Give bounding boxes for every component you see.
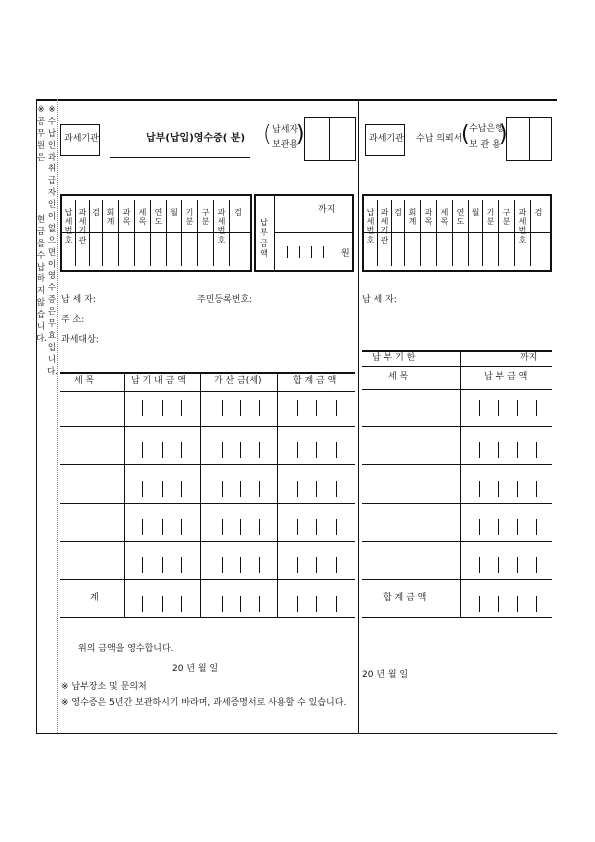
right-code-header: 과세기관 xyxy=(378,200,392,266)
right-code-header: 구분 xyxy=(499,200,515,266)
left-th-item: 세 목 xyxy=(74,376,95,386)
left-table-row-line xyxy=(60,426,355,427)
left-amount-tick xyxy=(240,519,241,535)
left-amount-tick xyxy=(142,442,143,458)
right-amount-tick xyxy=(479,481,480,497)
right-table-row-line xyxy=(362,503,552,504)
right-amount-tick xyxy=(536,400,537,416)
right-due-split xyxy=(460,350,461,366)
left-code-header: 회계 xyxy=(103,200,119,266)
left-table-bottom xyxy=(60,617,355,618)
right-amount-tick xyxy=(498,596,499,612)
left-keep-label-2: 보관용 xyxy=(272,140,299,150)
left-table-top xyxy=(60,372,355,374)
left-amount-tick xyxy=(142,519,143,535)
left-amount-tick xyxy=(142,400,143,416)
right-until: 까지 xyxy=(520,353,538,363)
left-amount-tick xyxy=(336,596,337,612)
left-amount-tick xyxy=(222,519,223,535)
left-th-amount: 납 기 내 금 액 xyxy=(131,376,186,386)
right-table-row-line xyxy=(362,426,552,427)
left-tax-object: 과세대상: xyxy=(61,335,99,345)
right-due-label: 납 부 기 한 xyxy=(372,353,416,363)
left-amount-tick xyxy=(162,481,163,497)
left-amount-tick xyxy=(240,481,241,497)
right-amount-tick xyxy=(536,596,537,612)
left-amount-tick xyxy=(259,400,260,416)
left-amount-tick xyxy=(240,442,241,458)
right-keep-paren: ( xyxy=(461,122,470,147)
left-keep-paren: ( xyxy=(263,122,272,147)
right-amount-tick xyxy=(536,557,537,573)
right-code-header: 검 xyxy=(534,208,543,217)
right-table-top xyxy=(362,350,552,352)
right-taxpayer: 납 세 자: xyxy=(362,295,397,305)
left-amount-tick xyxy=(336,519,337,535)
left-due-tick xyxy=(287,246,288,258)
left-amount-tick xyxy=(259,442,260,458)
left-amount-tick xyxy=(259,596,260,612)
top-border xyxy=(36,99,557,101)
left-code-midline xyxy=(60,232,252,233)
right-code-header: 과목 xyxy=(421,200,437,266)
left-amount-tick xyxy=(316,481,317,497)
left-code-header: 과세기관 xyxy=(76,200,90,266)
left-amount-tick xyxy=(297,442,298,458)
right-code-header: 검 xyxy=(392,200,405,266)
right-stamp-split xyxy=(529,117,530,161)
right-code-header: 회계 xyxy=(405,200,421,266)
left-amount-tick xyxy=(181,442,182,458)
left-code-header: 납세번호 xyxy=(62,200,76,266)
right-amount-tick xyxy=(498,519,499,535)
left-amount-tick xyxy=(259,557,260,573)
right-table-row-line xyxy=(362,579,552,580)
left-code-header: 월 xyxy=(167,200,182,266)
left-due-tick xyxy=(299,246,300,258)
left-amount-tick xyxy=(181,596,182,612)
right-notice-label: 수납 의뢰서 xyxy=(416,134,463,144)
left-amount-tick xyxy=(316,400,317,416)
right-table-row-line xyxy=(362,464,552,465)
left-code-header: 연도 xyxy=(151,200,167,266)
left-stamp-box xyxy=(304,117,356,161)
left-due-split xyxy=(274,194,275,272)
right-amount-tick xyxy=(479,596,480,612)
right-code-header: 세목 xyxy=(437,200,453,266)
left-amount-tick xyxy=(222,400,223,416)
left-keep-label-1: 납세자 xyxy=(272,125,299,135)
right-amount-tick xyxy=(517,481,518,497)
left-code-header: 세목 xyxy=(135,200,151,266)
left-code-header: 기분 xyxy=(182,200,198,266)
left-code-header: 구분 xyxy=(198,200,214,266)
left-amount-tick xyxy=(181,557,182,573)
left-amount-tick xyxy=(162,557,163,573)
left-note-2: ※ 영수증은 5년간 보관하시기 바라며, 과세증명서로 사용할 수 있습니다. xyxy=(61,698,347,708)
left-due-tick xyxy=(323,246,324,258)
left-title: 납부(납입)영수증( 분) xyxy=(146,133,246,144)
left-code-header: 과목 xyxy=(119,200,135,266)
left-note-1: ※ 납부장소 및 문의처 xyxy=(61,682,147,692)
right-agency-label: 과세기관 xyxy=(369,134,404,144)
left-amount-tick xyxy=(222,557,223,573)
left-amount-tick xyxy=(297,481,298,497)
right-amount-tick xyxy=(517,400,518,416)
right-amount-tick xyxy=(479,442,480,458)
left-address: 주 소: xyxy=(61,315,85,325)
right-amount-tick xyxy=(498,400,499,416)
left-table-col xyxy=(200,372,201,617)
left-agency-label: 과세기관 xyxy=(64,134,99,144)
left-table-row-line xyxy=(60,579,355,580)
right-amount-tick xyxy=(536,519,537,535)
left-table-row-line xyxy=(60,541,355,542)
left-date: 20 년 월 일 xyxy=(172,664,219,674)
right-keep-paren-close: ) xyxy=(499,122,508,147)
left-amount-tick xyxy=(336,442,337,458)
left-amount-tick xyxy=(336,557,337,573)
right-amount-tick xyxy=(517,442,518,458)
left-amount-tick xyxy=(222,596,223,612)
left-table-row-line xyxy=(60,464,355,465)
left-amount-tick xyxy=(297,519,298,535)
left-table-row-line xyxy=(60,503,355,504)
left-amount-tick xyxy=(162,596,163,612)
right-code-midline xyxy=(362,232,552,233)
right-amount-tick xyxy=(498,481,499,497)
left-amount-tick xyxy=(222,481,223,497)
left-amount-tick xyxy=(316,557,317,573)
left-table-col xyxy=(124,372,125,617)
left-due-midline xyxy=(274,232,354,233)
left-stamp-split xyxy=(329,117,330,161)
left-amount-tick xyxy=(142,596,143,612)
left-code-table xyxy=(60,194,252,272)
left-amount-tick xyxy=(336,400,337,416)
left-amount-tick xyxy=(162,442,163,458)
right-code-table xyxy=(362,194,552,272)
left-code-header: 검 xyxy=(234,208,242,217)
right-code-header: 월 xyxy=(469,200,483,266)
left-amount-tick xyxy=(240,400,241,416)
left-amount-tick xyxy=(259,519,260,535)
left-amount-tick xyxy=(240,596,241,612)
right-amount-tick xyxy=(517,557,518,573)
left-total-label: 계 xyxy=(90,593,99,603)
left-amount-tick xyxy=(142,557,143,573)
right-amount-tick xyxy=(498,442,499,458)
left-amount-tick xyxy=(162,519,163,535)
right-total-label: 합 계 금 액 xyxy=(383,593,427,603)
right-table-row-line xyxy=(362,541,552,542)
right-date: 20 년 월 일 xyxy=(362,670,409,680)
left-taxpayer: 납 세 자: xyxy=(61,295,96,305)
left-amount-tick xyxy=(297,400,298,416)
right-th-amount: 납 부 금 액 xyxy=(484,372,528,382)
left-amount-tick xyxy=(297,596,298,612)
side-note-col3: 현금을수납하지않습니다. xyxy=(36,215,47,344)
left-amount-tick xyxy=(316,596,317,612)
right-due-line xyxy=(362,366,552,367)
left-amount-tick xyxy=(316,442,317,458)
left-won: 원 xyxy=(341,249,350,259)
left-amount-tick xyxy=(297,557,298,573)
right-amount-tick xyxy=(479,519,480,535)
center-divider xyxy=(358,99,359,733)
left-amount-tick xyxy=(222,442,223,458)
left-receipt-text: 위의 금액을 영수합니다. xyxy=(78,644,174,654)
left-amount-tick xyxy=(240,557,241,573)
right-table-header-line xyxy=(362,389,552,390)
left-amount-tick xyxy=(259,481,260,497)
left-title-underline xyxy=(110,157,250,158)
left-until: 까지 xyxy=(318,205,336,215)
left-amount-tick xyxy=(142,481,143,497)
left-amount-tick xyxy=(181,519,182,535)
left-due-tick xyxy=(311,246,312,258)
left-amount-tick xyxy=(181,481,182,497)
left-amount-tick xyxy=(316,519,317,535)
side-note-col1: ※공무원은 xyxy=(36,105,46,163)
right-keep-label-1: 수납은행 xyxy=(469,124,504,134)
bottom-border xyxy=(36,733,557,734)
left-due-label: 납부금액 xyxy=(260,218,268,259)
right-table-bottom xyxy=(362,617,552,618)
right-code-header: 연도 xyxy=(453,200,469,266)
left-border xyxy=(36,99,37,733)
right-amount-tick xyxy=(479,557,480,573)
right-keep-label-2: 보 관 용 xyxy=(469,140,501,150)
right-amount-tick xyxy=(536,481,537,497)
left-code-header: 검 xyxy=(90,200,103,266)
side-note-divider xyxy=(57,99,58,733)
right-amount-tick xyxy=(479,400,480,416)
left-amount-tick xyxy=(181,400,182,416)
left-amount-tick xyxy=(336,481,337,497)
left-table-header-line xyxy=(60,391,355,392)
right-amount-tick xyxy=(536,442,537,458)
right-code-header: 납세번호 xyxy=(364,200,378,266)
left-th-total: 합 계 금 액 xyxy=(293,376,337,386)
left-code-header: 과세번호 xyxy=(214,200,230,266)
left-table-col xyxy=(277,372,278,617)
left-keep-paren-close: ) xyxy=(296,122,305,147)
right-amount-tick xyxy=(498,557,499,573)
right-th-item: 세 목 xyxy=(388,372,409,382)
left-resident-no: 주민등록번호: xyxy=(197,295,253,305)
side-note-col2: ※수납인과취급자인이없으면이영수증은무효입니다. xyxy=(47,105,58,377)
right-code-header: 기분 xyxy=(483,200,499,266)
left-th-surcharge: 가 산 금(세) xyxy=(214,376,262,386)
right-code-header: 과세번호 xyxy=(515,200,531,266)
left-amount-tick xyxy=(162,400,163,416)
right-amount-tick xyxy=(517,519,518,535)
right-amount-tick xyxy=(517,596,518,612)
